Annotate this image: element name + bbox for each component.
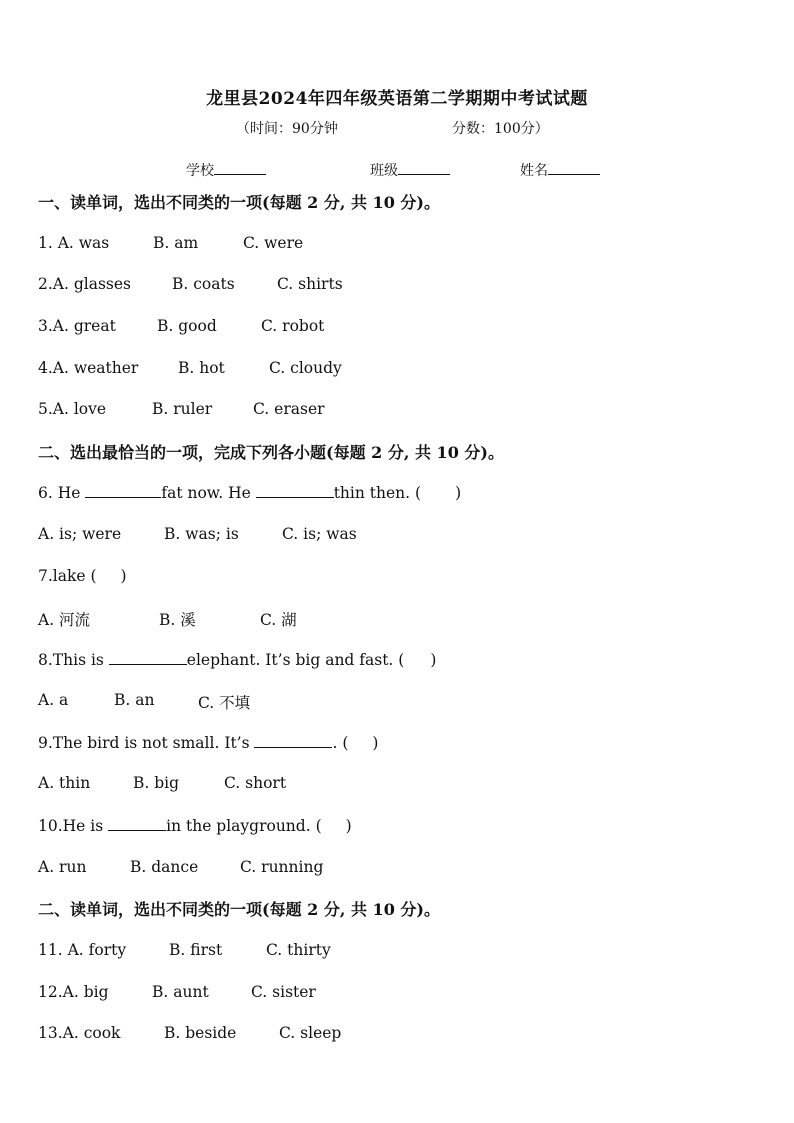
- question-4: 4.A. weather B. hot C. cloudy: [38, 359, 342, 377]
- question-7: 7.lake ( ): [38, 567, 127, 585]
- page-title: 龙里县2024年四年级英语第二学期期中考试试题: [206, 89, 588, 109]
- answer-blank[interactable]: [109, 650, 187, 665]
- answer-blank[interactable]: [254, 733, 332, 748]
- name-field: 姓名: [520, 160, 600, 180]
- section-heading-1: 一、读单词，选出不同类的一项(每题 2 分, 共 10 分)。: [38, 193, 440, 212]
- question-9-options: A. thin B. big C. short: [38, 774, 287, 792]
- question-13: 13.A. cook B. beside C. sleep: [38, 1024, 342, 1042]
- name-blank[interactable]: [548, 160, 600, 175]
- question-10: 10.He is in the playground. ( ): [38, 817, 352, 835]
- section-heading-2: 二、选出最恰当的一项，完成下列各小题(每题 2 分, 共 10 分)。: [38, 443, 504, 462]
- exam-time: （时间：90分钟: [236, 121, 338, 137]
- question-2: 2.A. glasses B. coats C. shirts: [38, 275, 343, 293]
- question-12: 12.A. big B. aunt C. sister: [38, 983, 316, 1001]
- class-blank[interactable]: [398, 160, 450, 175]
- question-8-options: A. a B. an C. 不填: [38, 691, 251, 712]
- question-10-options: A. run B. dance C. running: [38, 858, 324, 876]
- question-7-options: A. 河流 B. 溪 C. 湖: [38, 611, 297, 629]
- question-6: 6. He fat now. He thin then. ( ): [38, 484, 462, 502]
- question-1: 1. A. was B. am C. were: [38, 234, 304, 252]
- answer-blank[interactable]: [108, 816, 166, 831]
- exam-score: 分数：100分）: [452, 121, 549, 137]
- school-blank[interactable]: [214, 160, 266, 175]
- section-heading-3: 二、读单词，选出不同类的一项(每题 2 分, 共 10 分)。: [38, 900, 440, 919]
- answer-blank[interactable]: [85, 483, 161, 498]
- question-8: 8.This is elephant. It’s big and fast. ( ): [38, 651, 437, 669]
- question-3: 3.A. great B. good C. robot: [38, 317, 325, 335]
- question-9: 9.The bird is not small. It’s . ( ): [38, 734, 379, 752]
- question-11: 11. A. forty B. first C. thirty: [38, 941, 331, 959]
- school-field: 学校: [186, 160, 266, 180]
- class-field: 班级: [370, 160, 450, 180]
- answer-blank[interactable]: [256, 483, 334, 498]
- question-6-options: A. is; were B. was; is C. is; was: [38, 525, 357, 543]
- question-5: 5.A. love B. ruler C. eraser: [38, 400, 325, 418]
